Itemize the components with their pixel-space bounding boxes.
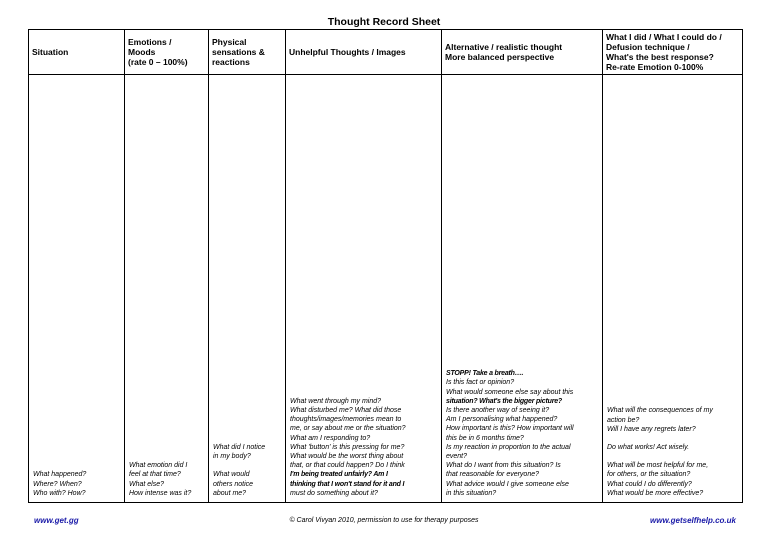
prompt-line: What could I do differently? [607,480,692,488]
prompt-line: What would be the worst thing about [290,452,404,460]
prompt-line: What went through my mind? [290,397,382,405]
header-line: Emotions / [128,37,172,47]
prompt-line: that, or that could happen? Do I think [290,462,405,470]
header-line: reactions [212,57,250,67]
header-line: Unhelpful Thoughts / Images [289,47,406,57]
prompt-what-i-did [603,406,742,502]
header-line: Moods [128,47,156,57]
prompt-line: How important is this? How important will [446,425,574,433]
prompt-line: in this situation? [446,489,497,497]
prompt-line: What 'button' is this pressing for me? [290,443,405,451]
prompt-line: Do what works! Act wisely. [607,443,690,451]
prompt-line: What disturbed me? What did those [290,406,402,414]
sheet-title: Thought Record Sheet [327,16,441,28]
prompt-line: What do I want from this situation? Is [446,462,561,470]
header-line: What I did / What I could do / [606,32,722,42]
header-physical [209,30,286,75]
prompt-line: What would [213,471,250,479]
prompt-line: What would be more effective? [607,489,704,497]
cell-unhelpful-thoughts[interactable] [286,75,442,503]
prompt-line: Is this fact or opinion? [446,379,515,387]
prompt-line: Is my reaction in proportion to the actual [446,443,571,451]
footer-copyright: © Carol Vivyan 2010, permission to use for therapy purposes [289,517,479,524]
prompt-line: event? [446,452,468,460]
footer-link-getselfhelp[interactable]: www.getselfhelp.co.uk [650,516,736,525]
header-emotions [125,30,209,75]
prompt-line: must do something about it? [290,489,378,497]
header-line: Situation [32,47,69,57]
prompt-line: What emotion did I [129,462,188,470]
prompt-line: Who with? How? [33,489,86,497]
prompt-line: What did I notice [213,443,266,451]
cell-what-i-did[interactable] [603,75,743,503]
prompt-line: feel at that time? [129,471,181,479]
header-alternative-thought [442,30,603,75]
prompt-line: others notice [213,480,254,488]
prompt-line: What advice would I give someone else [446,480,569,488]
prompt-line: What will the consequences of my [607,407,713,415]
prompt-situation [29,470,124,502]
prompt-gap [607,452,738,461]
prompt-line: What else? [129,480,165,488]
prompt-line: thoughts/images/memories mean to [290,416,402,424]
prompt-line: situation? What's the bigger picture? [446,397,562,405]
prompt-physical [209,443,285,502]
header-line: More balanced perspective [445,52,555,62]
prompt-emotions [125,461,208,502]
prompt-gap [213,461,281,470]
prompt-line: for others, or the situation? [607,471,691,479]
header-what-i-did [603,30,743,75]
prompt-line: What happened? [33,471,87,479]
prompt-line: Where? When? [33,480,82,488]
prompt-line: What am I responding to? [290,434,371,442]
header-line: Alternative / realistic thought [445,42,563,52]
footer-link-get-gg[interactable]: www.get.gg [34,516,79,525]
header-line: Re-rate Emotion 0-100% [606,62,704,72]
cell-alternative-thought[interactable] [442,75,603,503]
header-situation [29,30,125,75]
prompt-line: STOPP! Take a breath…. [446,370,524,378]
prompt-line: that reasonable for everyone? [446,471,540,479]
cell-physical[interactable] [209,75,286,503]
prompt-unhelpful-thoughts [286,397,441,502]
cell-emotions[interactable] [125,75,209,503]
header-line: sensations & [212,47,265,57]
prompt-line: I'm being treated unfairly? Am I [290,471,388,479]
header-line: What's the best response? [606,52,714,62]
prompt-alternative-thought [442,369,602,502]
prompt-line: Is there another way of seeing it? [446,406,550,414]
header-line: (rate 0 – 100%) [128,57,188,67]
prompt-gap [607,434,738,443]
entry-row [29,75,743,503]
header-row [29,30,743,75]
prompt-line: What would someone else say about this [446,388,574,396]
prompt-line: thinking that I won't stand for it and I [290,480,405,488]
prompt-line: about me? [213,489,247,497]
prompt-line: What will be most helpful for me, [607,462,709,470]
thought-record-table [28,29,743,503]
prompt-line: Will I have any regrets later? [607,425,696,433]
prompt-line: this be in 6 months time? [446,434,524,442]
prompt-line: Am I personalising what happened? [446,416,558,424]
prompt-line: action be? [607,416,640,424]
cell-situation[interactable] [29,75,125,503]
header-unhelpful-thoughts [286,30,442,75]
header-line: Defusion technique / [606,42,690,52]
prompt-line: in my body? [213,453,251,461]
header-line: Physical [212,37,247,47]
prompt-line: me, or say about me or the situation? [290,425,406,433]
prompt-line: How intense was it? [129,489,192,497]
